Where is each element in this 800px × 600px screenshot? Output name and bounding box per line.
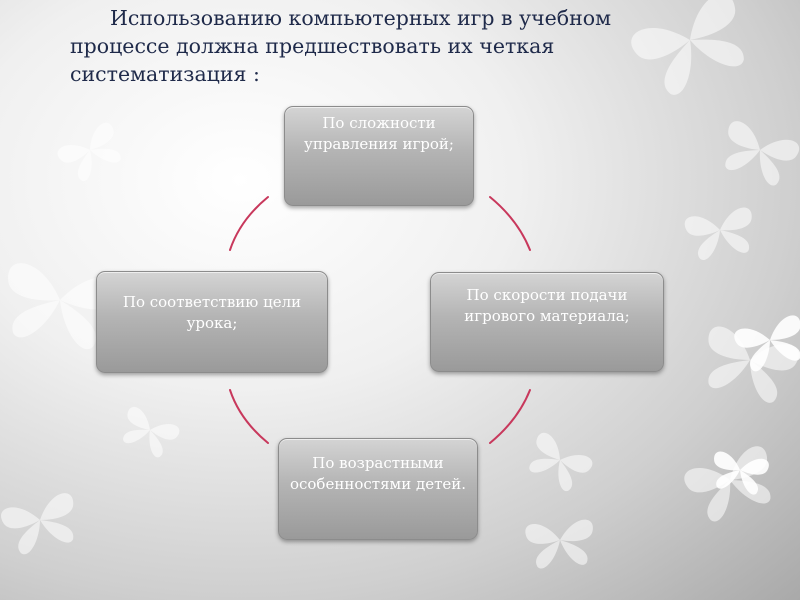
cycle-node-label: По сложности управления игрой;	[304, 114, 454, 153]
cycle-node-bottom	[278, 438, 478, 540]
cycle-node-top	[284, 106, 474, 206]
cycle-node-right	[430, 272, 664, 372]
connector-arc-bottom-right	[490, 390, 530, 443]
cycle-node-left	[96, 271, 328, 373]
cycle-node-label: По скорости подачи игрового материала;	[464, 286, 630, 325]
connector-arc-top-left	[230, 197, 268, 250]
connector-arc-top-right	[490, 197, 530, 250]
cycle-node-label: По соответствию цели урока;	[122, 293, 302, 332]
connector-arc-bottom-left	[230, 390, 268, 443]
slide-title: Использованию компьютерных игр в учебном процессе должна предшествовать их четкая систематизация :	[70, 6, 612, 86]
cycle-node-label: По возрастными особенностями детей.	[289, 454, 467, 493]
